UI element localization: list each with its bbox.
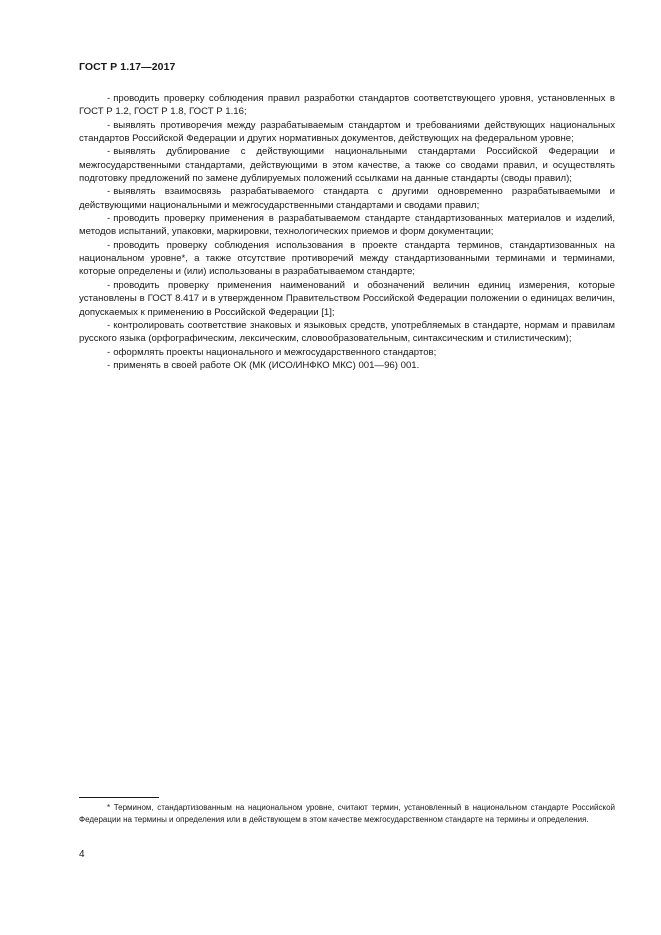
list-item-text: проводить проверку применения наименований и обозначений величин единиц измерения, которые установлены в ГОСТ 8.417 и в утвержденном Правительством Российской Федерации положении о единицах величин, допускаемых к применению в Российской Федерации [1]; xyxy=(79,279,615,318)
list-item-text: контролировать соответствие знаковых и языковых средств, употребляемых в стандарте, нормам и правилам русского языка (орфографическим, лексическим, словообразовательным, синтаксическим и стилистическим); xyxy=(79,319,615,345)
list-bullet: - xyxy=(107,186,111,198)
list-item-text: проводить проверку соблюдения правил разработки стандартов соответствующего уровня, установленных в ГОСТ Р 1.2, ГОСТ Р 1.8, ГОСТ Р 1.16; xyxy=(79,93,615,118)
list-bullet: - xyxy=(107,213,111,225)
document-header: ГОСТ Р 1.17—2017 xyxy=(79,61,176,73)
list-bullet: - xyxy=(107,359,111,371)
list-item-text: применять в своей работе ОК (МК (ИСО/ИНФКО МКС) 001—96) 001. xyxy=(113,359,420,371)
list-item-text: проводить проверку соблюдения использования в проекте стандарта терминов, стандартизованных на национальном уровне*, а также отсутствие противоречий между стандартизованными терминами и терминами, которые определены и (или) использованы в разрабатываемом стандарте; xyxy=(79,239,615,278)
list-bullet: - xyxy=(107,119,111,131)
list-item-text: выявлять противоречия между разрабатываемым стандартом и требованиями действующих национальных стандартов Российской Федерации и других нормативных документов, действующих на федеральном уровне; xyxy=(79,119,615,145)
list-item xyxy=(79,346,615,359)
list-bullet: - xyxy=(107,146,111,158)
list-item-text: проводить проверку применения в разрабатываемом стандарте стандартизованных материалов и изделий, методов испытаний, упаковки, маркировки, технологических приемов и форм документации; xyxy=(79,213,615,238)
list-item-text: выявлять дублирование с действующими национальными стандартами Российской Федерации и межгосударственными стандартами, действующими в этом качестве, а также со сводами правил, и осуществлять подготовку предложений по замене дублируемых положений ссылками на данные стандарты (своды правил); xyxy=(79,146,615,185)
footnote-divider xyxy=(79,797,159,798)
list-bullet: - xyxy=(107,93,111,104)
list-item xyxy=(79,359,615,372)
list-item xyxy=(79,319,615,346)
list-item xyxy=(79,279,615,319)
list-item xyxy=(79,145,615,185)
list-item xyxy=(79,92,615,119)
list-item xyxy=(79,239,615,279)
list-item xyxy=(79,185,615,212)
list-item-text: оформлять проекты национального и межгосударственного стандартов; xyxy=(113,346,437,358)
list-bullet: - xyxy=(107,239,111,251)
list-bullet: - xyxy=(107,279,111,291)
list-item-text: выявлять взаимосвязь разрабатываемого стандарта с другими одновременно разрабатываемыми и действующими национальными и межгосударственными стандартами и сводами правил; xyxy=(79,186,615,211)
list-bullet: - xyxy=(107,346,111,358)
list-item xyxy=(79,212,615,239)
footnote: * Термином, стандартизованным на национальном уровне, считают термин, установленный в национальном стандарте Российской Федерации на термины и определения или в действующем в этом качестве межгосударственном стандарте на термины и определения. xyxy=(79,803,615,824)
list-bullet: - xyxy=(107,319,111,331)
page-number: 4 xyxy=(79,849,85,860)
list-item xyxy=(79,119,615,146)
requirements-list xyxy=(79,92,615,372)
